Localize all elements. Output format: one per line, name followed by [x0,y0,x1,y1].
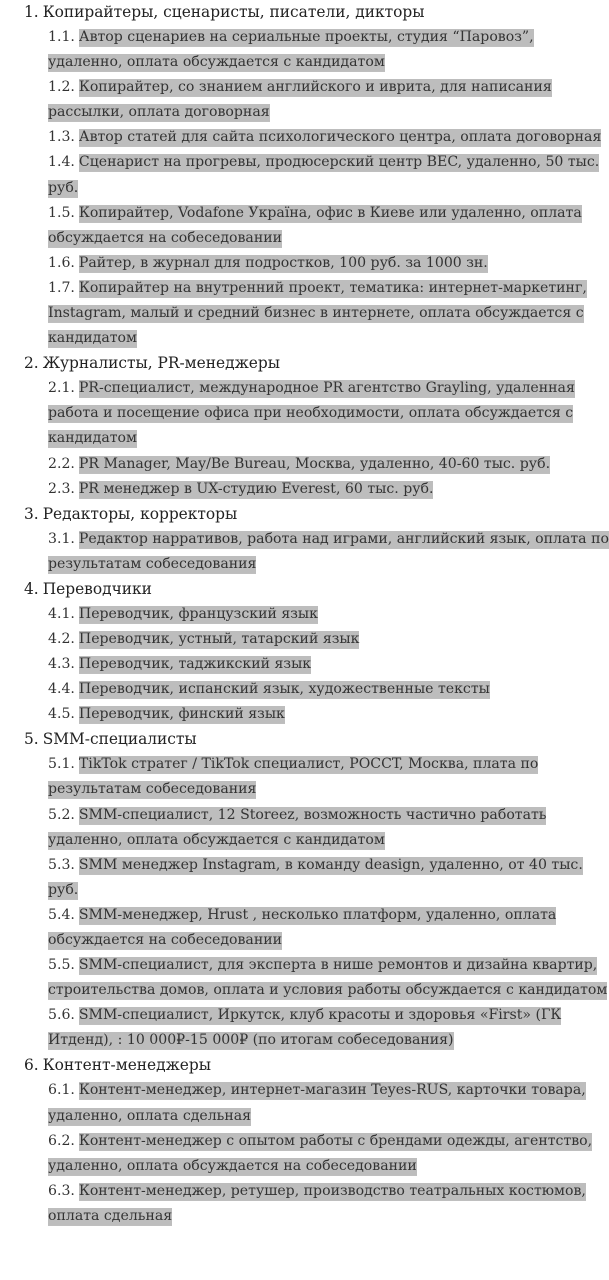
list-item [0,803,609,853]
section-title-text: Копирайтеры, сценаристы, писатели, дикторы [42,3,425,21]
list-item [0,201,609,251]
toc-item-list [0,1078,609,1229]
item-link[interactable]: SMM менеджер Instagram, в команду deasign, удаленно, от 40 тыс. руб. [48,856,583,898]
section-title-text: Журналисты, PR-менеджеры [42,354,280,373]
item-link[interactable]: TikTok стратег / TikTok специалист, POCCT, Москва, плата по результатам собеседования [48,756,539,798]
section-number: 4. [24,579,39,598]
item-number: 1.1. [48,29,75,45]
item-number: 6.1. [48,1082,75,1099]
list-item [0,251,609,276]
item-number: 1.6. [48,254,75,271]
item-link[interactable]: Переводчик, французский язык [78,605,318,622]
section-title-text: Редакторы, корректоры [42,504,238,523]
item-number: 5.4. [48,906,75,923]
item-link[interactable]: Копирайтер, Vodafone Україна, офис в Киеве или удаленно, оплата обсуждается на собеседовании [48,204,582,246]
section-number: 5. [24,730,39,749]
list-item [0,376,609,451]
item-link[interactable]: SMM-специалист, Иркутск, клуб красоты и здоровья «First» (ГК Итденд), : 10 000₽-15 000₽ (по итогам собеседования) [48,1007,562,1049]
item-link[interactable]: SMM-специалист, 12 Storeez, возможность частично работать удаленно, оплата обсуждается с кандидатом [48,806,547,848]
item-link[interactable]: PR-специалист, международное PR агентство Grayling, удаленная работа и посещение офиса при необходимости, оплата обсуждается с кандидатом [48,380,575,447]
list-item [0,150,609,200]
item-number: 2.1. [48,380,75,397]
list-item [0,652,609,677]
toc-section-title[interactable] [0,502,609,527]
list-item [0,627,609,652]
section-title-text: SMM-специалисты [42,730,197,749]
list-item [0,276,609,351]
item-link[interactable]: Сценарист на прогревы, продюсерский центр BEC, удаленно, 50 тыс. руб. [48,154,600,196]
toc-section-title[interactable] [0,727,609,752]
toc-section [0,351,609,501]
item-number: 5.5. [48,957,75,974]
item-number: 5.3. [48,856,75,873]
list-item [0,903,609,953]
list-item [0,1179,609,1229]
item-number: 2.2. [48,455,75,472]
toc-section [0,1053,609,1229]
list-item [0,1129,609,1179]
list-item [0,125,609,150]
item-link[interactable]: Контент-менеджер, интернет-магазин Teyes-RUS, карточки товара, удаленно, оплата сдельная [48,1082,586,1124]
toc-item-list [0,527,609,577]
item-link[interactable]: Копирайтер, со знанием английского и иврита, для написания рассылки, оплата договорная [48,79,552,121]
item-number: 6.3. [48,1182,75,1199]
item-number: 2.3. [48,480,75,497]
item-number: 1.2. [48,79,75,96]
item-number: 1.5. [48,204,75,221]
toc-section-title[interactable] [0,0,609,25]
list-item [0,752,609,802]
list-item [0,1078,609,1128]
item-link[interactable]: Контент-менеджер, ретушер, производство театральных костюмов, оплата сдельная [48,1182,586,1224]
toc-section-title[interactable] [0,1053,609,1078]
item-link[interactable]: PR менеджер в UX-студию Everest, 60 тыс. руб. [78,480,434,497]
item-link[interactable]: Автор сценариев на сериальные проекты, студия “Паровоз”, удаленно, оплата обсуждается с кандидатом [48,29,534,71]
item-number: 4.4. [48,681,75,698]
item-link[interactable]: SMM-менеджер, Hrust , несколько платформ, удаленно, оплата обсуждается на собеседовании [48,906,557,948]
toc-item-list [0,376,609,501]
item-number: 5.6. [48,1007,75,1024]
section-number: 3. [24,504,39,523]
toc-section [0,502,609,577]
list-item [0,477,609,502]
item-link[interactable]: Автор статей для сайта психологического центра, оплата договорная [78,129,602,146]
toc-section [0,0,609,351]
item-number: 1.7. [48,279,75,296]
item-link[interactable]: SMM-специалист, для эксперта в нише ремонтов и дизайна квартир, строительства домов, оплата и условия работы обсуждается с кандидатом [48,957,608,999]
item-number: 3.1. [48,530,75,547]
list-item [0,702,609,727]
list-item [0,1003,609,1053]
toc-section [0,577,609,727]
list-item [0,75,609,125]
item-number: 1.4. [48,154,75,171]
item-link[interactable]: Переводчик, таджикский язык [78,656,312,673]
list-item [0,452,609,477]
item-link[interactable]: PR Manager, May/Be Bureau, Москва, удаленно, 40-60 тыс. руб. [78,455,551,472]
item-number: 4.5. [48,706,75,723]
section-number: 2. [24,354,39,373]
item-link[interactable]: Копирайтер на внутренний проект, тематика: интернет-маркетинг, Instagram, малый и средний бизнес в интернете, оплата обсуждается с кандидатом [48,279,587,347]
item-number: 4.3. [48,656,75,673]
list-item [0,677,609,702]
list-item [0,853,609,903]
toc-section-title[interactable] [0,351,609,376]
list-item [0,602,609,627]
item-number: 4.2. [48,630,75,647]
toc-section [0,727,609,1053]
item-link[interactable]: Переводчик, устный, татарский язык [78,630,360,647]
item-number: 5.1. [48,756,75,773]
toc-item-list [0,25,609,351]
item-link[interactable]: Переводчик, финский язык [78,706,285,723]
toc-section-title[interactable] [0,577,609,602]
list-item [0,527,609,577]
section-title-text: Контент-менеджеры [42,1056,212,1075]
item-link[interactable]: Контент-менеджер с опытом работы с брендами одежды, агентство, удаленно, оплата обсуждается на собеседовании [48,1132,593,1174]
item-number: 6.2. [48,1132,75,1149]
section-title-text: Переводчики [42,579,152,598]
item-number: 5.2. [48,806,75,823]
item-link[interactable]: Райтер, в журнал для подростков, 100 руб. за 1000 зн. [78,254,488,271]
item-link[interactable]: Переводчик, испанский язык, художественные тексты [78,681,490,698]
list-item [0,953,609,1003]
item-number: 4.1. [48,605,75,622]
section-number: 6. [24,1056,39,1075]
list-item [0,25,609,75]
section-number: 1. [24,3,39,21]
toc-item-list [0,752,609,1053]
toc-item-list [0,602,609,727]
item-number: 1.3. [48,129,75,146]
item-link[interactable]: Редактор нарративов, работа над играми, английский язык, оплата по результатам собеседования [48,530,609,572]
